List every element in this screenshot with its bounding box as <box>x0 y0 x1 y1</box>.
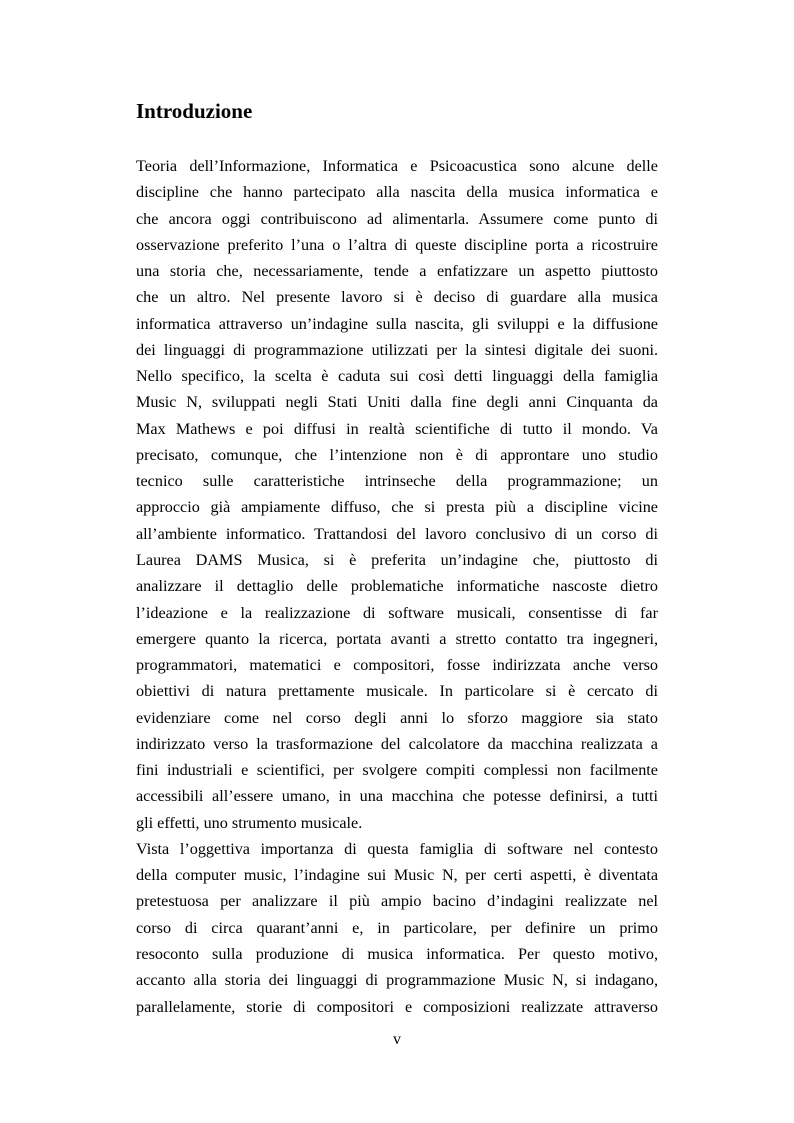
text-line: parallelamente, storie di compositori e composizioni realizzate attraverso <box>136 997 658 1016</box>
text-line: Music N, sviluppati negli Stati Uniti dalla fine degli anni Cinquanta da <box>136 393 658 412</box>
text-line: Laurea DAMS Musica, si è preferita un’indagine che, piuttosto di <box>136 550 658 569</box>
text-line: che ancora oggi contribuiscono ad alimentarla. Assumere come punto di <box>136 209 658 228</box>
text-line: dei linguaggi di programmazione utilizzati per la sintesi digitale dei suoni. <box>136 340 658 359</box>
text-line: gli effetti, uno strumento musicale. <box>136 813 363 832</box>
text-line: accessibili all’essere umano, in una macchina che potesse definirsi, a tutti <box>136 787 658 806</box>
page-number: v <box>393 1031 401 1048</box>
text-line: indirizzato verso la trasformazione del calcolatore da macchina realizzata a <box>136 734 658 753</box>
text-line: corso di circa quarant’anni e, in particolare, per definire un primo <box>136 918 658 937</box>
text-line: Teoria dell’Informazione, Informatica e Psicoacustica sono alcune delle <box>136 157 658 175</box>
text-line: discipline che hanno partecipato alla nascita della musica informatica e <box>136 183 658 202</box>
page-title: Introduzione <box>136 99 253 123</box>
text-line: accanto alla storia dei linguaggi di programmazione Music N, si indagano, <box>136 971 658 990</box>
text-line: emergere quanto la ricerca, portata avanti a stretto contatto tra ingegneri, <box>136 629 658 648</box>
text-line: all’ambiente informatico. Trattandosi del lavoro conclusivo di un corso di <box>136 524 658 543</box>
text-line: Nello specifico, la scelta è caduta sui così detti linguaggi della famiglia <box>136 367 658 386</box>
text-line: fini industriali e scientifici, per svolgere compiti complessi non facilmente <box>136 761 658 780</box>
text-line: approccio già ampiamente diffuso, che si presta più a discipline vicine <box>136 498 658 517</box>
text-line: Max Mathews e poi diffusi in realtà scientifiche di tutto il mondo. Va <box>136 419 658 438</box>
text-line: tecnico sulle caratteristiche intrinseche della programmazione; un <box>136 472 658 491</box>
text-line: l’ideazione e la realizzazione di software musicali, consentisse di far <box>136 603 658 622</box>
text-line: che un altro. Nel presente lavoro si è deciso di guardare alla musica <box>136 288 658 307</box>
text-line: precisato, comunque, che l’intenzione non è di approntare uno studio <box>136 445 658 464</box>
text-line: programmatori, matematici e compositori, fosse indirizzata anche verso <box>136 656 658 675</box>
body-text <box>136 153 658 1020</box>
text-line: della computer music, l’indagine sui Music N, per certi aspetti, è diventata <box>136 866 658 885</box>
text-line: Vista l’oggettiva importanza di questa famiglia di software nel contesto <box>136 839 658 858</box>
text-line: resoconto sulla produzione di musica informatica. Per questo motivo, <box>136 944 658 963</box>
text-line: informatica attraverso un’indagine sulla nascita, gli sviluppi e la diffusione <box>136 314 658 333</box>
text-line: pretestuosa per analizzare il più ampio bacino d’indagini realizzate nel <box>136 892 658 911</box>
text-line: analizzare il dettaglio delle problematiche informatiche nascoste dietro <box>136 577 658 596</box>
text-line: evidenziare come nel corso degli anni lo sforzo maggiore sia stato <box>136 708 658 727</box>
text-line: una storia che, necessariamente, tende a enfatizzare un aspetto piuttosto <box>136 262 658 281</box>
text-line: obiettivi di natura prettamente musicale. In particolare si è cercato di <box>136 682 658 701</box>
text-line: osservazione preferito l’una o l’altra di queste discipline porta a ricostruire <box>136 235 658 254</box>
